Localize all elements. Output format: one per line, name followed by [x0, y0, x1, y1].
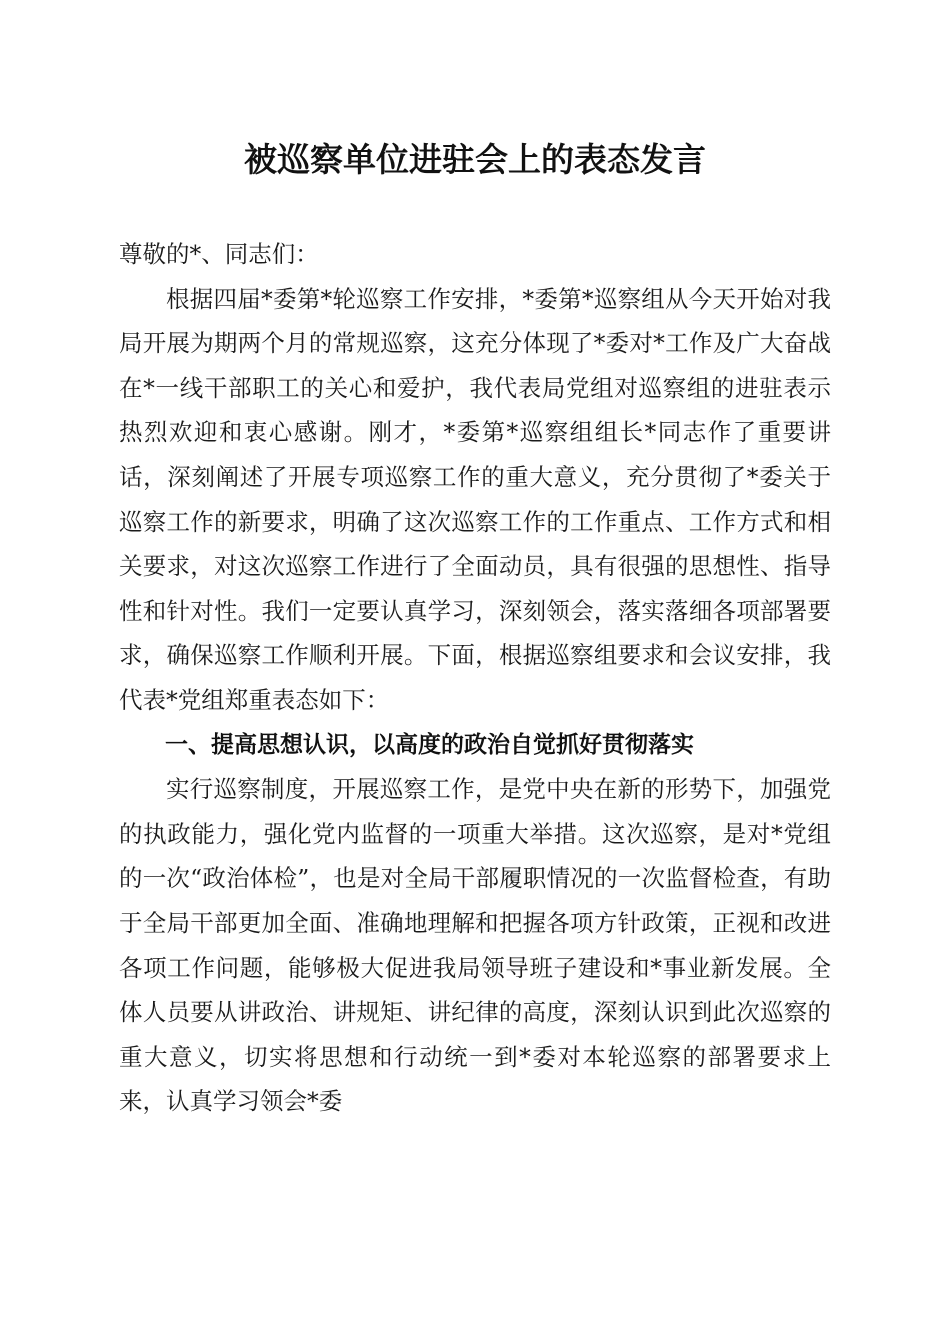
paragraph-section-1: 实行巡察制度，开展巡察工作，是党中央在新的形势下，加强党的执政能力，强化党内监督的一项重大举措。这次巡察，是对*党组的一次“政治体检”，也是对全局干部履职情况的一次监督检查，有助于全局干部更加全面、准确地理解和把握各项方针政策，正视和改进各项工作问题，能够极大促进我局领导班子建设和*事业新发展。全体人员要从讲政治、讲规矩、讲纪律的高度，深刻认识到此次巡察的重大意义，切实将思想和行动统一到*委对本轮巡察的部署要求上来，认真学习领会*委 — [119, 775, 831, 1116]
paragraph-intro: 根据四届*委第*轮巡察工作安排，*委第*巡察组从今天开始对我局开展为期两个月的常规巡察，这充分体现了*委对*工作及广大奋战在*一线干部职工的关心和爱护，我代表局党组对巡察组的进驻表示热烈欢迎和衷心感谢。刚才，*委第*巡察组组长*同志作了重要讲话，深刻阐述了开展专项巡察工作的重大意义，充分贯彻了*委关于巡察工作的新要求，明确了这次巡察工作的工作重点、工作方式和相关要求，对这次巡察工作进行了全面动员，具有很强的思想性、指导性和针对性。我们一定要认真学习，深刻领会，落实落细各项部署要求，确保巡察工作顺利开展。下面，根据巡察组要求和会议安排，我代表*党组郑重表态如下： — [119, 284, 831, 714]
section-heading-1: 一、提高思想认识，以高度的政治自觉抓好贯彻落实 — [165, 731, 694, 758]
document-body — [119, 232, 831, 1124]
document-title: 被巡察单位进驻会上的表态发言 — [244, 140, 706, 179]
salutation: 尊敬的*、同志们： — [119, 240, 319, 268]
